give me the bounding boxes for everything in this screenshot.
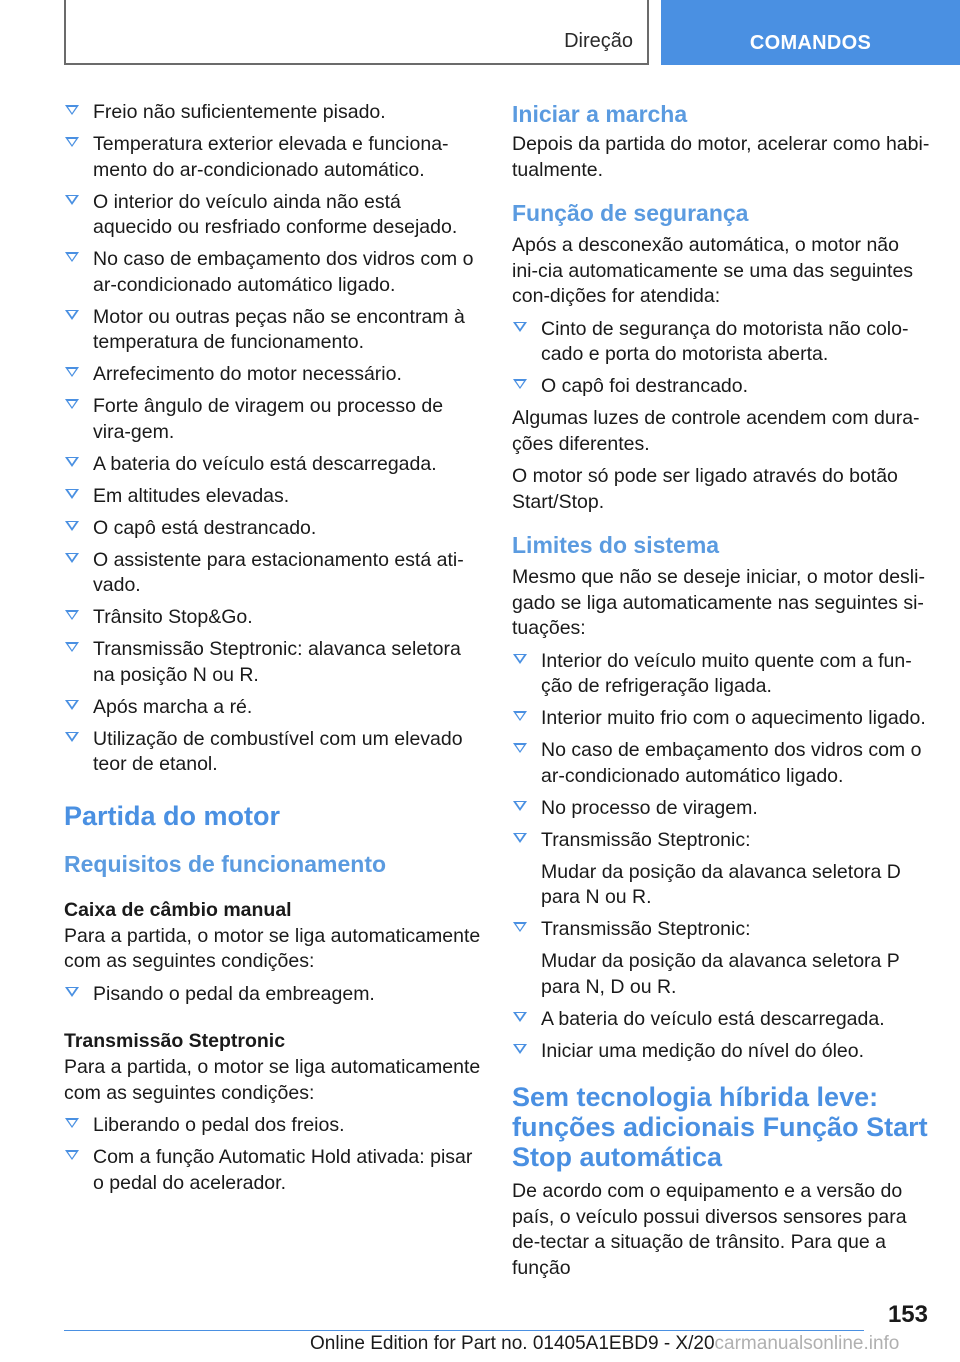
list-item: Após marcha a ré.	[64, 695, 482, 721]
list-item: Utilização de combustível com um elevado teor de etanol.	[64, 727, 482, 778]
triangle-bullet-icon	[65, 252, 79, 262]
list-item: O assistente para estacionamento está ati-vado.	[64, 548, 482, 599]
list-item: No caso de embaçamento dos vidros com o ar-condicionado automático ligado.	[512, 738, 930, 789]
triangle-bullet-icon	[65, 489, 79, 499]
right-column	[512, 100, 930, 1288]
triangle-bullet-icon	[65, 1150, 79, 1160]
heading-limites-sistema: Limites do sistema	[512, 532, 720, 558]
triangle-bullet-icon	[513, 711, 527, 721]
triangle-bullet-icon	[513, 322, 527, 332]
list-item: Temperatura exterior elevada e funciona-mento do ar-condicionado automático.	[64, 132, 482, 183]
paragraph: Depois da partida do motor, acelerar como habi-tualmente.	[512, 133, 930, 181]
triangle-bullet-icon	[65, 137, 79, 147]
triangle-bullet-icon	[65, 732, 79, 742]
triangle-bullet-icon	[65, 367, 79, 377]
heading-partida-do-motor: Partida do motor	[64, 800, 281, 831]
limits-list	[512, 649, 930, 1065]
list-item: Iniciar uma medição do nível do óleo.	[512, 1039, 930, 1065]
list-item: Interior muito frio com o aquecimento ligado.	[512, 706, 930, 732]
paragraph: Algumas luzes de controle acendem com dura-ções diferentes.	[512, 407, 920, 455]
list-item: No caso de embaçamento dos vidros com o ar-condicionado automático ligado.	[64, 247, 482, 298]
chapter-tab: COMANDOS	[661, 0, 960, 65]
triangle-bullet-icon	[65, 399, 79, 409]
sub-paragraph: Mudar da posição da alavanca seletora D para N ou R.	[541, 860, 901, 908]
list-item: Transmissão Steptronic: Mudar da posição da alavanca seletora D para N ou R.	[512, 828, 930, 911]
list-item: Em altitudes elevadas.	[64, 484, 482, 510]
manual-list	[64, 982, 482, 1008]
heading-start-stop: Sem tecnologia híbrida leve: funções adicionais Função Start Stop automática	[512, 1082, 928, 1172]
paragraph: Para a partida, o motor se liga automaticamente com as seguintes condições:	[64, 924, 481, 972]
conditions-list	[64, 100, 482, 778]
paragraph: Após a desconexão automática, o motor não ini-cia automaticamente se uma das seguintes con-dições for atendida:	[512, 234, 914, 307]
steptronic-list	[64, 1113, 482, 1196]
edition-text: Online Edition for Part no. 01405A1EBD9 - X/20	[310, 1333, 715, 1354]
list-item: Motor ou outras peças não se encontram à temperatura de funcionamento.	[64, 305, 482, 356]
page-number: 153	[887, 1301, 928, 1328]
triangle-bullet-icon	[65, 457, 79, 467]
list-item: Trânsito Stop&Go.	[64, 605, 482, 631]
list-item: Interior do veículo muito quente com a fun-ção de refrigeração ligada.	[512, 649, 930, 700]
triangle-bullet-icon	[513, 833, 527, 843]
section-title: Direção	[564, 30, 633, 52]
left-column	[64, 100, 482, 1203]
list-item: Arrefecimento do motor necessário.	[64, 362, 482, 388]
triangle-bullet-icon	[65, 987, 79, 997]
triangle-bullet-icon	[513, 654, 527, 664]
list-item: A bateria do veículo está descarregada.	[512, 1007, 930, 1033]
triangle-bullet-icon	[65, 521, 79, 531]
list-item: No processo de viragem.	[512, 796, 930, 822]
paragraph: Para a partida, o motor se liga automaticamente com as seguintes condições:	[64, 1056, 481, 1104]
safety-list	[512, 317, 930, 400]
heading-iniciar-marcha: Iniciar a marcha	[512, 101, 688, 127]
list-item: O interior do veículo ainda não está aquecido ou resfriado conforme desejado.	[64, 190, 482, 241]
heading-manual: Caixa de câmbio manual	[64, 898, 292, 921]
triangle-bullet-icon	[513, 1044, 527, 1054]
list-item: Com a função Automatic Hold ativada: pisar o pedal do acelerador.	[64, 1145, 482, 1196]
triangle-bullet-icon	[513, 379, 527, 389]
watermark-text: carmanualsonline.info	[714, 1333, 900, 1354]
triangle-bullet-icon	[65, 105, 79, 115]
paragraph: O motor só pode ser ligado através do botão Start/Stop.	[512, 465, 898, 513]
paragraph: De acordo com o equipamento e a versão do país, o veículo possui diversos sensores para de-tectar a situação de trânsito. Para que a função	[512, 1180, 907, 1279]
list-item: Transmissão Steptronic: alavanca seletora na posição N ou R.	[64, 637, 482, 688]
triangle-bullet-icon	[65, 610, 79, 620]
triangle-bullet-icon	[513, 922, 527, 932]
triangle-bullet-icon	[65, 1118, 79, 1128]
triangle-bullet-icon	[65, 553, 79, 563]
list-item: O capô está destrancado.	[64, 516, 482, 542]
triangle-bullet-icon	[513, 1012, 527, 1022]
footer-edition	[310, 1333, 899, 1355]
header-bar	[64, 0, 649, 65]
list-item: Liberando o pedal dos freios.	[64, 1113, 482, 1139]
triangle-bullet-icon	[513, 743, 527, 753]
list-item: Freio não suficientemente pisado.	[64, 100, 482, 126]
list-item: A bateria do veículo está descarregada.	[64, 452, 482, 478]
list-item: Forte ângulo de viragem ou processo de vira-gem.	[64, 394, 482, 445]
triangle-bullet-icon	[513, 801, 527, 811]
triangle-bullet-icon	[65, 642, 79, 652]
triangle-bullet-icon	[65, 195, 79, 205]
footer-divider	[64, 1330, 864, 1331]
heading-requisitos: Requisitos de funcionamento	[64, 850, 387, 877]
triangle-bullet-icon	[65, 700, 79, 710]
list-item: O capô foi destrancado.	[512, 374, 930, 400]
list-item: Cinto de segurança do motorista não colo-cado e porta do motorista aberta.	[512, 317, 930, 368]
paragraph: Mesmo que não se deseje iniciar, o motor desli-gado se liga automaticamente nas seguintes si-tuações:	[512, 566, 925, 639]
heading-steptronic: Transmissão Steptronic	[64, 1030, 286, 1052]
list-item: Transmissão Steptronic: Mudar da posição da alavanca seletora P para N, D ou R.	[512, 917, 930, 1000]
triangle-bullet-icon	[65, 310, 79, 320]
heading-funcao-seguranca: Função de segurança	[512, 200, 749, 226]
list-item: Pisando o pedal da embreagem.	[64, 982, 482, 1008]
sub-paragraph: Mudar da posição da alavanca seletora P para N, D ou R.	[541, 950, 900, 998]
